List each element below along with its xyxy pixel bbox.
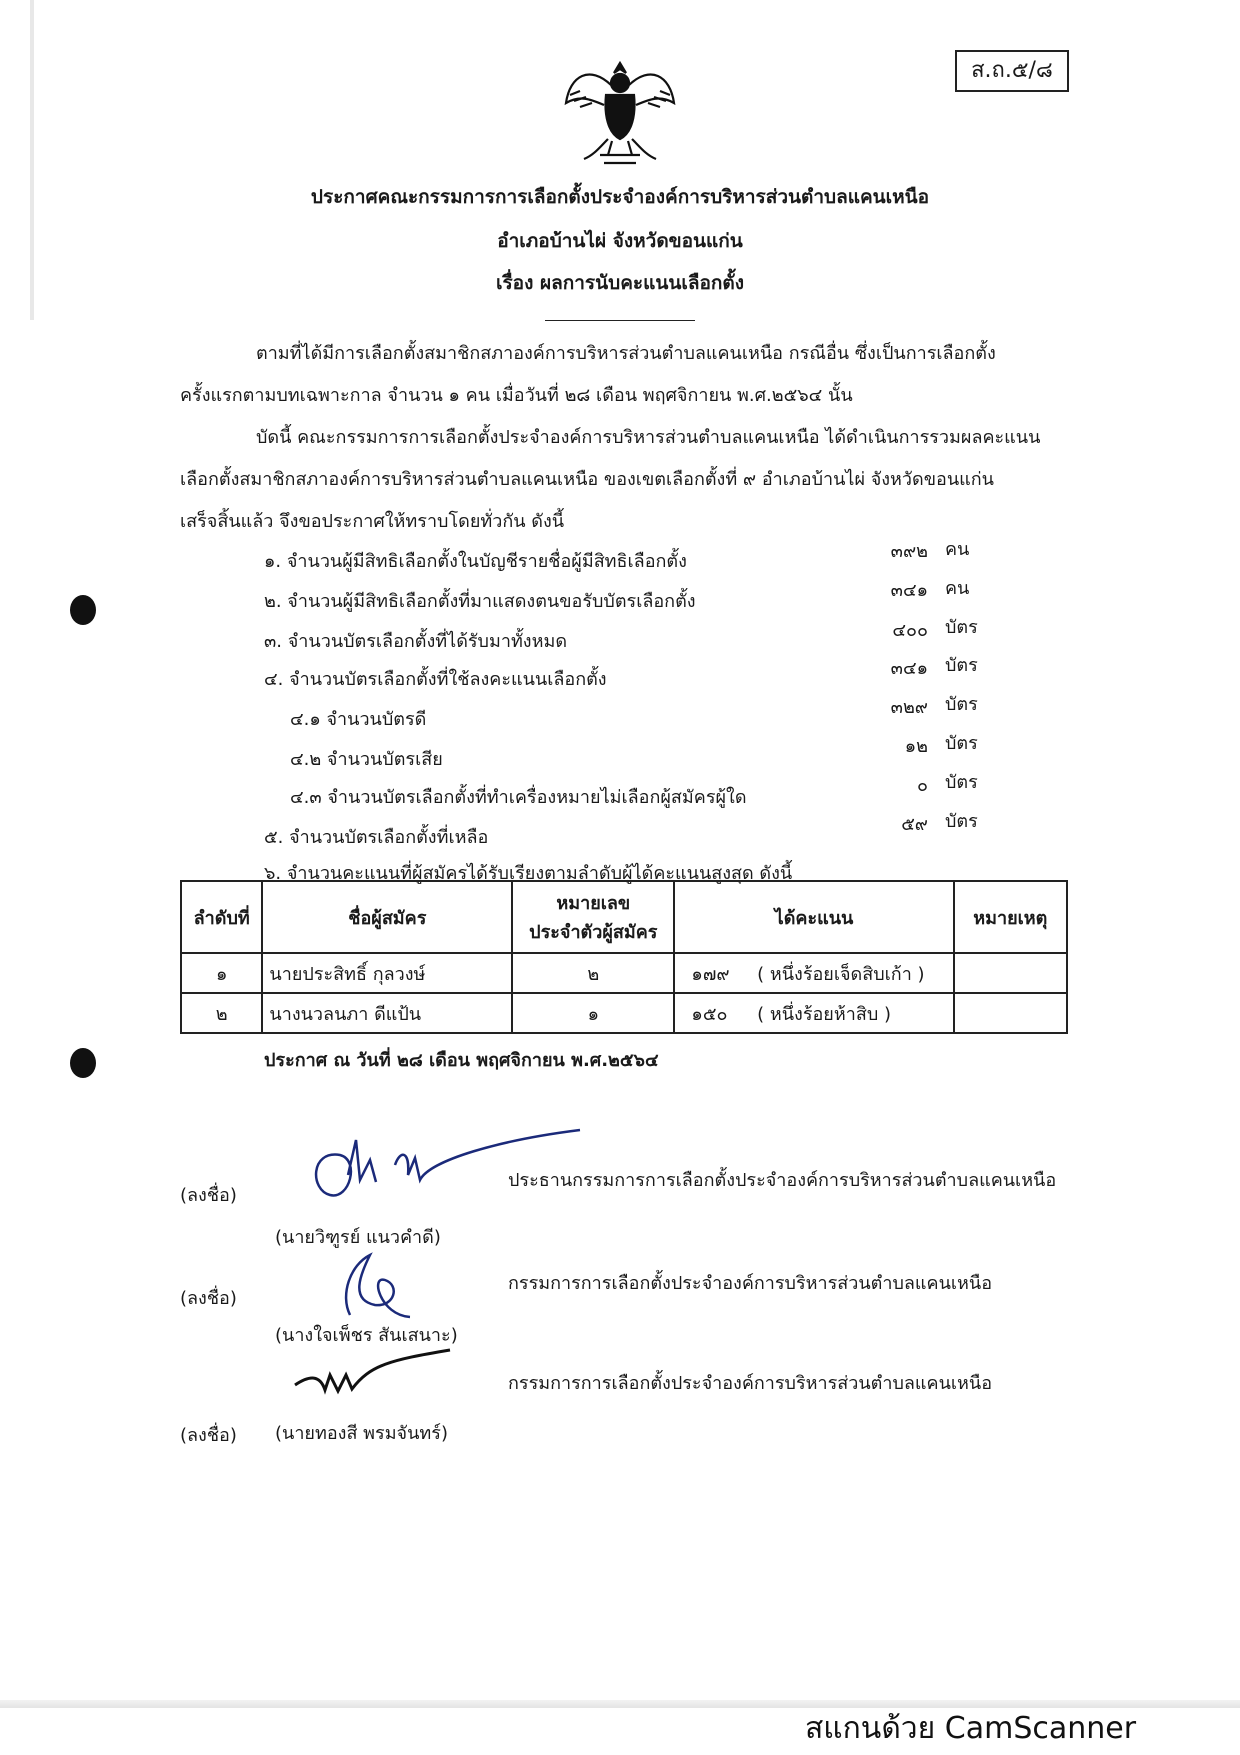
header-number-line-1: หมายเลข bbox=[556, 893, 631, 914]
row-2-rank: ๒ bbox=[181, 993, 262, 1033]
header-line-2: อำเภอบ้านไผ่ จังหวัดขอนแก่น bbox=[497, 230, 743, 252]
header-candidate-name: ชื่อผู้สมัคร bbox=[262, 881, 512, 953]
camscanner-watermark: สแกนด้วย CamScanner bbox=[805, 1711, 1137, 1746]
header-note: หมายเหตุ bbox=[954, 881, 1067, 953]
table-row bbox=[181, 993, 1067, 1033]
item-1-label: ๑. จำนวนผู้มีสิทธิเลือกตั้งในบัญชีรายชื่อผู้มีสิทธิเลือกตั้ง bbox=[264, 551, 687, 572]
item-4-1-unit: บัตร bbox=[945, 694, 978, 715]
paragraph-2-line-3: เสร็จสิ้นแล้ว จึงขอประกาศให้ทราบโดยทั่วกัน ดังนี้ bbox=[180, 511, 565, 532]
signature-3-sign-label: (ลงชื่อ) bbox=[180, 1425, 237, 1446]
signature-2-sign-label: (ลงชื่อ) bbox=[180, 1288, 237, 1309]
item-4-2-label: ๔.๒ จำนวนบัตรเสีย bbox=[290, 749, 443, 770]
signature-2-position: กรรมการการเลือกตั้งประจำองค์การบริหารส่วนตำบลแคนเหนือ bbox=[508, 1273, 993, 1294]
header-divider bbox=[545, 320, 695, 321]
punch-hole-top bbox=[70, 595, 96, 625]
table-row bbox=[181, 953, 1067, 993]
item-4-1-label: ๔.๑ จำนวนบัตรดี bbox=[290, 709, 427, 730]
punch-hole-bottom bbox=[70, 1048, 96, 1078]
signature-1-name: (นายวิฑูรย์ แนวคำดี) bbox=[275, 1227, 441, 1248]
paragraph-1-line-1: ตามที่ได้มีการเลือกตั้งสมาชิกสภาองค์การบริหารส่วนตำบลแคนเหนือ กรณีอื่น ซึ่งเป็นการเลือกตั้ง bbox=[256, 343, 996, 364]
item-4-2-value: ๑๒ bbox=[904, 736, 928, 757]
item-4-1-value: ๓๒๙ bbox=[890, 697, 928, 718]
header-line-3: เรื่อง ผลการนับคะแนนเลือกตั้ง bbox=[495, 272, 744, 294]
header-line-1: ประกาศคณะกรรมการการเลือกตั้งประจำองค์การบริหารส่วนตำบลแคนเหนือ bbox=[310, 186, 930, 208]
row-1-score-words: ( หนึ่งร้อยเจ็ดสิบเก้า ) bbox=[757, 963, 925, 985]
signature-2-name: (นางใจเพ็ชร สันเสนาะ) bbox=[275, 1325, 458, 1346]
item-1-value: ๓๙๒ bbox=[890, 541, 928, 562]
paragraph-1-line-2: ครั้งแรกตามบทเฉพาะกาล จำนวน ๑ คน เมื่อวันที่ ๒๘ เดือน พฤศจิกายน พ.ศ.๒๕๖๔ นั้น bbox=[180, 385, 853, 406]
row-1-score: ๑๗๙ bbox=[691, 963, 730, 985]
signature-3-name: (นายทองสี พรมจันทร์) bbox=[275, 1423, 448, 1444]
header-score: ได้คะแนน bbox=[674, 881, 953, 953]
item-4-2-unit: บัตร bbox=[945, 733, 978, 754]
item-5-label: ๕. จำนวนบัตรเลือกตั้งที่เหลือ bbox=[264, 827, 489, 848]
item-4-unit: บัตร bbox=[945, 655, 978, 676]
row-1-rank: ๑ bbox=[181, 953, 262, 993]
row-1-number: ๒ bbox=[512, 953, 674, 993]
signature-3-position: กรรมการการเลือกตั้งประจำองค์การบริหารส่วนตำบลแคนเหนือ bbox=[508, 1373, 993, 1394]
garuda-emblem-icon bbox=[560, 55, 680, 170]
results-table bbox=[180, 880, 1068, 1034]
item-1-unit: คน bbox=[945, 539, 970, 560]
header-candidate-number bbox=[512, 881, 674, 953]
paragraph-2-line-1: บัดนี้ คณะกรรมการการเลือกตั้งประจำองค์การบริหารส่วนตำบลแคนเหนือ ได้ดำเนินการรวมผลคะแนน bbox=[256, 427, 1041, 448]
item-2-label: ๒. จำนวนผู้มีสิทธิเลือกตั้งที่มาแสดงตนขอรับบัตรเลือกตั้ง bbox=[264, 591, 696, 612]
row-1-note bbox=[954, 953, 1067, 993]
header-rank: ลำดับที่ bbox=[181, 881, 262, 953]
item-6-label: ๖. จำนวนคะแนนที่ผู้สมัครได้รับเรียงตามลำดับผู้ได้คะแนนสูงสุด ดังนี้ bbox=[264, 863, 793, 884]
item-4-label: ๔. จำนวนบัตรเลือกตั้งที่ใช้ลงคะแนนเลือกตั้ง bbox=[264, 669, 607, 690]
item-3-unit: บัตร bbox=[945, 617, 978, 638]
row-1-score-cell bbox=[674, 953, 953, 993]
row-2-score: ๑๕๐ bbox=[691, 1003, 728, 1025]
announce-date: ประกาศ ณ วันที่ ๒๘ เดือน พฤศจิกายน พ.ศ.๒๕๖๔ bbox=[264, 1050, 659, 1071]
item-4-3-label: ๔.๓ จำนวนบัตรเลือกตั้งที่ทำเครื่องหมายไม่เลือกผู้สมัครผู้ใด bbox=[290, 787, 747, 808]
item-3-value: ๔๐๐ bbox=[892, 620, 928, 641]
item-4-3-value: ๐ bbox=[917, 775, 928, 796]
row-2-number: ๑ bbox=[512, 993, 674, 1033]
signature-2-image bbox=[320, 1245, 430, 1325]
item-3-label: ๓. จำนวนบัตรเลือกตั้งที่ได้รับมาทั้งหมด bbox=[264, 631, 568, 652]
item-4-3-unit: บัตร bbox=[945, 772, 978, 793]
row-2-name: นางนวลนภา ดีแป้น bbox=[262, 993, 512, 1033]
row-1-name: นายประสิทธิ์ กุลวงษ์ bbox=[262, 953, 512, 993]
item-5-value: ๕๙ bbox=[901, 814, 928, 835]
paragraph-2-line-2: เลือกตั้งสมาชิกสภาองค์การบริหารส่วนตำบลแคนเหนือ ของเขตเลือกตั้งที่ ๙ อำเภอบ้านไผ่ จังหวัดขอนแก่น bbox=[180, 469, 994, 490]
row-2-score-words: ( หนึ่งร้อยห้าสิบ ) bbox=[757, 1003, 891, 1025]
item-5-unit: บัตร bbox=[945, 811, 978, 832]
header-number-line-2: ประจำตัวผู้สมัคร bbox=[529, 922, 658, 943]
signature-3-image bbox=[290, 1345, 460, 1405]
signature-1-sign-label: (ลงชื่อ) bbox=[180, 1185, 237, 1206]
row-2-score-cell bbox=[674, 993, 953, 1033]
item-2-unit: คน bbox=[945, 578, 970, 599]
table-header-row bbox=[181, 881, 1067, 953]
signature-1-position: ประธานกรรมการการเลือกตั้งประจำองค์การบริหารส่วนตำบลแคนเหนือ bbox=[508, 1170, 1057, 1191]
item-2-value: ๓๔๑ bbox=[890, 580, 928, 601]
form-code-box: ส.ถ.๕/๘ bbox=[955, 50, 1069, 92]
item-4-value: ๓๔๑ bbox=[890, 658, 928, 679]
row-2-note bbox=[954, 993, 1067, 1033]
